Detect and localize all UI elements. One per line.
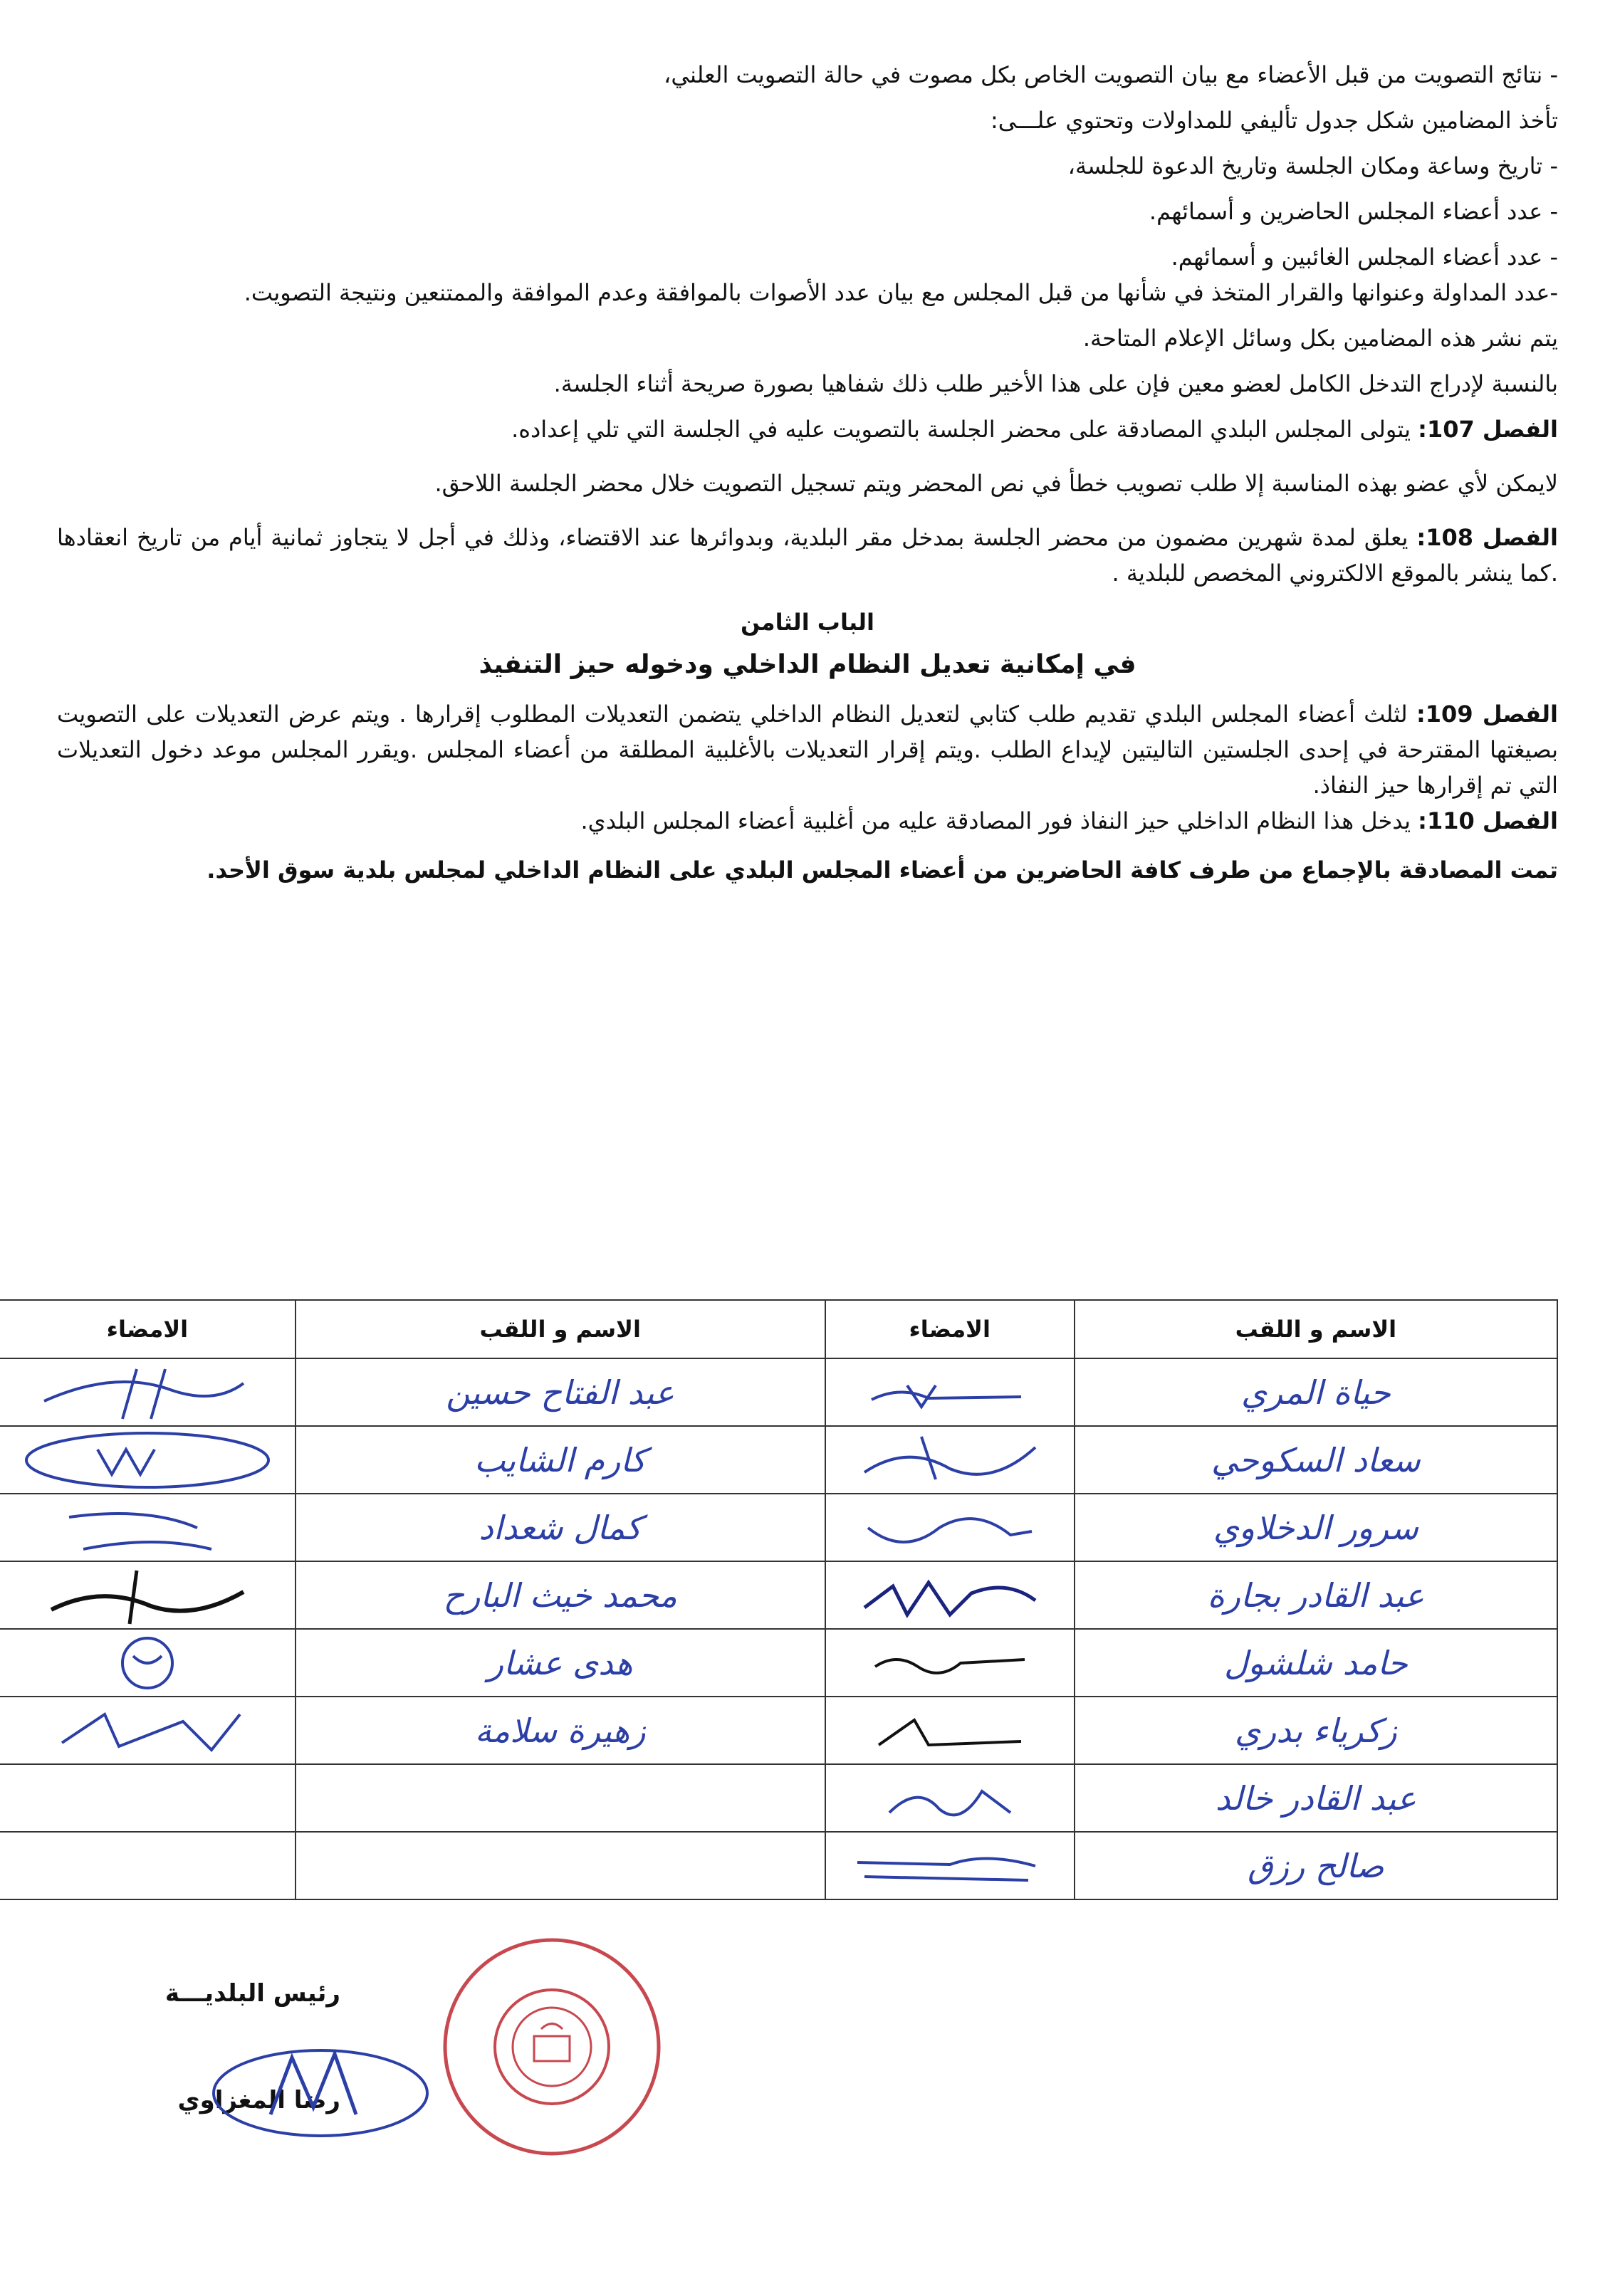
header-signature-right: الامضاء bbox=[825, 1300, 1075, 1358]
mayor-role: رئيس البلديـــة bbox=[164, 1979, 340, 2008]
article-108-label: الفصل 108: bbox=[1416, 524, 1559, 551]
member-name: سرور الدخلاوي bbox=[1075, 1494, 1557, 1561]
signature-cell bbox=[825, 1764, 1075, 1832]
signature-cell bbox=[825, 1358, 1075, 1426]
header-name-right: الاسم و اللقب bbox=[1075, 1300, 1557, 1358]
body-line-4: - عدد أعضاء المجلس الحاضرين و أسمائهم. bbox=[1149, 198, 1558, 225]
body-line-2: تأخذ المضامين شكل جدول تأليفي للمداولات وتحتوي علـــى: bbox=[990, 107, 1558, 134]
handwritten-signature bbox=[857, 1702, 1042, 1759]
member-name: صالح رزق bbox=[1075, 1832, 1557, 1899]
signature-cell bbox=[0, 1561, 296, 1629]
member-name: زهيرة سلامة bbox=[296, 1697, 825, 1764]
document-page bbox=[57, 57, 1559, 1885]
body-line-6: -عدد المداولة وعنوانها والقرار المتخذ في شأنها من قبل المجلس مع بيان عدد الأصوات بالموافقة وعدم الموافقة والممتنعين ونتيجة التصويت. bbox=[244, 279, 1558, 306]
article-107-extra: لايمكن لأي عضو بهذه المناسبة إلا طلب تصويب خطأ في نص المحضر ويتم تسجيل التصويت خلال محضر الجلسة اللاحق. bbox=[434, 470, 1558, 497]
handwritten-signature bbox=[30, 1563, 265, 1627]
member-name: محمد خيث البارح bbox=[296, 1561, 825, 1629]
article-110 bbox=[57, 803, 1558, 839]
handwritten-signature bbox=[19, 1428, 276, 1492]
article-107 bbox=[57, 412, 1558, 447]
header-name-left: الاسم و اللقب bbox=[296, 1300, 825, 1358]
signature-cell bbox=[0, 1358, 296, 1426]
signature-cell bbox=[825, 1697, 1075, 1764]
table-row bbox=[0, 1358, 1557, 1426]
article-108-text: يعلق لمدة شهرين مضمون من محضر الجلسة بمدخل مقر البلدية، وبدوائرها عند الاقتضاء، وذلك في أجل لا يتجاوز ثمانية أيام من تاريخ انعقادها .كما ينشر بالموقع الالكتروني المخصص للبلدية . bbox=[57, 524, 1558, 587]
article-108 bbox=[57, 520, 1558, 591]
article-109-label: الفصل 109: bbox=[1416, 701, 1559, 728]
member-name: كمال شعداد bbox=[296, 1494, 825, 1561]
mayor-name: رضا المغزاوي bbox=[177, 2086, 340, 2114]
member-name bbox=[296, 1764, 825, 1832]
handwritten-signature bbox=[854, 1635, 1046, 1692]
signature-cell bbox=[0, 1832, 296, 1899]
member-name: عبد القادر بجارة bbox=[1075, 1561, 1557, 1629]
member-name: عبد الفتاح حسين bbox=[296, 1358, 825, 1426]
signature-cell bbox=[825, 1426, 1075, 1494]
signature-cell bbox=[0, 1697, 296, 1764]
handwritten-signature bbox=[76, 1631, 219, 1695]
member-name: حامد شلشول bbox=[1075, 1629, 1557, 1697]
chapter-heading: الباب الثامن bbox=[740, 609, 875, 636]
chapter-title: في إمكانية تعديل النظام الداخلي ودخوله حيز التنفيذ bbox=[479, 650, 1136, 679]
article-110-label: الفصل 110: bbox=[1418, 807, 1558, 834]
signature-cell bbox=[0, 1764, 296, 1832]
handwritten-signature bbox=[868, 1770, 1032, 1827]
table-row bbox=[0, 1832, 1557, 1899]
signature-cell bbox=[825, 1494, 1075, 1561]
member-name: هدى عشار bbox=[296, 1629, 825, 1697]
member-name: عبد القادر خالد bbox=[1075, 1764, 1557, 1832]
signature-table bbox=[0, 1299, 1558, 1900]
article-107-label: الفصل 107: bbox=[1418, 416, 1558, 443]
body-line-1: - نتائج التصويت من قبل الأعضاء مع بيان التصويت الخاص بكل مصوت في حالة التصويت العلني، bbox=[664, 61, 1558, 88]
handwritten-signature bbox=[857, 1364, 1042, 1421]
table-row bbox=[0, 1629, 1557, 1697]
signature-table-header bbox=[0, 1300, 1557, 1358]
handwritten-signature bbox=[854, 1499, 1046, 1556]
member-name bbox=[296, 1832, 825, 1899]
header-signature-left: الامضاء bbox=[0, 1300, 296, 1358]
member-name: كارم الشايب bbox=[296, 1426, 825, 1494]
article-107-text: يتولى المجلس البلدي المصادقة على محضر الجلسة بالتصويت عليه في الجلسة التي تلي إعداده. bbox=[511, 416, 1418, 443]
article-110-text: يدخل هذا النظام الداخلي حيز النفاذ فور المصادقة عليه من أغلبية أعضاء المجلس البلدي. bbox=[580, 807, 1418, 834]
mayor-signature bbox=[207, 2036, 434, 2143]
body-line-5: - عدد أعضاء المجلس الغائبين و أسمائهم. bbox=[1171, 243, 1558, 271]
signature-cell bbox=[825, 1561, 1075, 1629]
table-row bbox=[0, 1494, 1557, 1561]
approval-statement: تمت المصادقة بالإجماع من طرف كافة الحاضرين من أعضاء المجلس البلدي على النظام الداخلي لمجلس بلدية سوق الأحد. bbox=[207, 856, 1558, 884]
body-line-3: - تاريخ وساعة ومكان الجلسة وتاريخ الدعوة للجلسة، bbox=[1067, 152, 1558, 179]
handwritten-signature bbox=[41, 1700, 254, 1761]
member-name: حياة المري bbox=[1075, 1358, 1557, 1426]
signature-cell bbox=[0, 1494, 296, 1561]
handwritten-signature bbox=[850, 1565, 1050, 1625]
article-109-text: لثلث أعضاء المجلس البلدي تقديم طلب كتابي لتعديل النظام الداخلي يتضمن التعديلات المطلوب إقرارها . ويتم عرض التعديلات على التصويت بصيغتها المقترحة في إحدى الجلستين التاليتين لإيداع الطلب .ويتم إقرار التعديلات بالأغلبية المطلقة من أعضاء المجلس .ويقرر المجلس موعد دخول التعديلات التي تم إقرارها حيز النفاذ. bbox=[57, 701, 1558, 799]
table-row bbox=[0, 1697, 1557, 1764]
table-row bbox=[0, 1764, 1557, 1832]
article-109 bbox=[57, 696, 1558, 803]
signature-cell bbox=[0, 1629, 296, 1697]
signature-cell bbox=[825, 1832, 1075, 1899]
body-line-7: يتم نشر هذه المضامين بكل وسائل الإعلام المتاحة. bbox=[1082, 325, 1558, 352]
member-name: سعاد السكوحي bbox=[1075, 1426, 1557, 1494]
handwritten-signature bbox=[41, 1499, 254, 1556]
signature-cell bbox=[825, 1629, 1075, 1697]
handwritten-signature bbox=[843, 1838, 1057, 1894]
signature-cell bbox=[0, 1426, 296, 1494]
member-name: زكرياء بدري bbox=[1075, 1697, 1557, 1764]
table-row bbox=[0, 1426, 1557, 1494]
table-row bbox=[0, 1561, 1557, 1629]
municipal-stamp bbox=[434, 1929, 669, 2164]
body-line-8: بالنسبة لإدراج التدخل الكامل لعضو معين فإن على هذا الأخير طلب ذلك شفاهيا بصورة صريحة أثناء الجلسة. bbox=[553, 370, 1558, 397]
handwritten-signature bbox=[30, 1362, 265, 1422]
handwritten-signature bbox=[850, 1430, 1050, 1490]
